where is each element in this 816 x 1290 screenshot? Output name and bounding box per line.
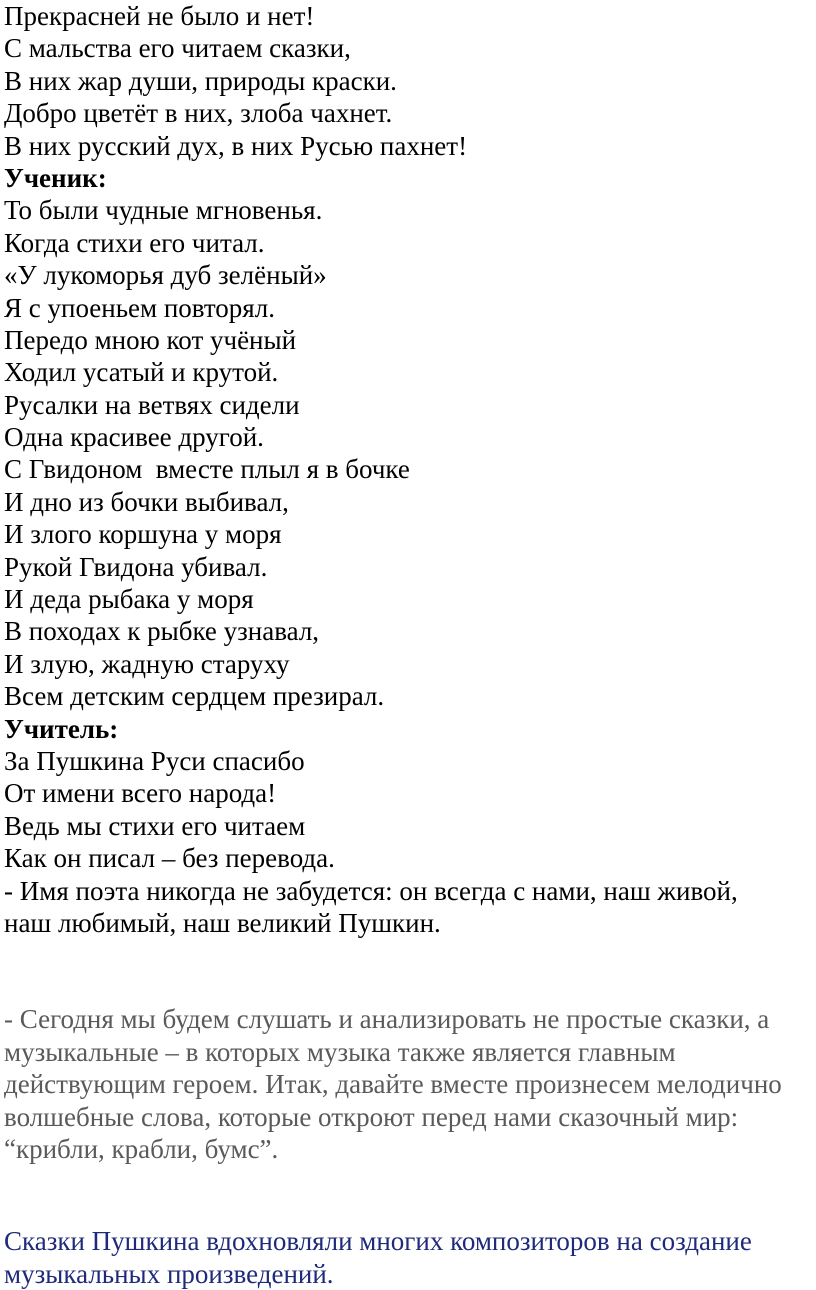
poem-line: Добро цветёт в них, злоба чахнет.	[4, 98, 393, 129]
composers-paragraph	[4, 1225, 816, 1290]
poem-stanza-3	[4, 745, 816, 875]
poem-line: Всем детским сердцем презирал.	[4, 681, 385, 712]
paragraph-line: музыкальных произведений.	[4, 1258, 334, 1289]
paragraph-line: музыкальные – в которых музыка также является главным	[4, 1036, 676, 1067]
poem-line: С мальства его читаем сказки,	[4, 33, 351, 64]
poem-line: И злую, жадную старуху	[4, 648, 290, 679]
poem-line: «У лукоморья дуб зелёный»	[4, 260, 327, 291]
poem-line: Как он писал – без перевода.	[4, 843, 335, 874]
poem-line: Когда стихи его читал.	[4, 227, 265, 258]
poem-line: От имени всего народа!	[4, 778, 277, 809]
paragraph-line: - Имя поэта никогда не забудется: он всегда с нами, наш живой,	[4, 875, 738, 906]
poem-line: Передо мною кот учёный	[4, 324, 297, 355]
poem-stanza-1	[4, 0, 816, 162]
poem-line: С Гвидоном вместе плыл я в бочке	[4, 454, 410, 485]
spacer	[4, 1165, 816, 1225]
closing-paragraph	[4, 875, 816, 940]
intro-paragraph	[4, 1003, 816, 1165]
poem-line: В них русский дух, в них Русью пахнет!	[4, 130, 468, 161]
poem-line: За Пушкина Руси спасибо	[4, 745, 305, 776]
poem-line: В них жар души, природы краски.	[4, 65, 397, 96]
poem-line: Рукой Гвидона убивал.	[4, 551, 268, 582]
poem-line: Ходил усатый и крутой.	[4, 357, 279, 388]
poem-line: Русалки на ветвях сидели	[4, 389, 300, 420]
poem-line: И деда рыбака у моря	[4, 584, 254, 615]
poem-line: И злого коршуна у моря	[4, 519, 282, 550]
paragraph-line: Сказки Пушкина вдохновляли многих композиторов на создание	[4, 1226, 752, 1257]
paragraph-line: наш любимый, наш великий Пушкин.	[4, 907, 441, 938]
paragraph-line: волшебные слова, которые откроют перед нами сказочный мир:	[4, 1101, 739, 1132]
poem-line: И дно из бочки выбивал,	[4, 486, 289, 517]
spacer	[4, 939, 816, 1003]
poem-line: Ведь мы стихи его читаем	[4, 810, 306, 841]
poem-line: В походах к рыбке узнавал,	[4, 616, 320, 647]
paragraph-line: действующим героем. Итак, давайте вместе произнесем мелодично	[4, 1069, 782, 1100]
paragraph-line: - Сегодня мы будем слушать и анализировать не простые сказки, а	[4, 1004, 770, 1035]
paragraph-line: “крибли, крабли, бумс”.	[4, 1133, 279, 1164]
speaker-teacher-label: Учитель:	[4, 713, 119, 744]
poem-line: Я с упоеньем повторял.	[4, 292, 275, 323]
speaker-student-label: Ученик:	[4, 162, 107, 193]
poem-stanza-2	[4, 194, 816, 712]
poem-line: То были чудные мгновенья.	[4, 195, 323, 226]
poem-line: Прекрасней не было и нет!	[4, 1, 315, 31]
poem-line: Одна красивее другой.	[4, 422, 264, 453]
